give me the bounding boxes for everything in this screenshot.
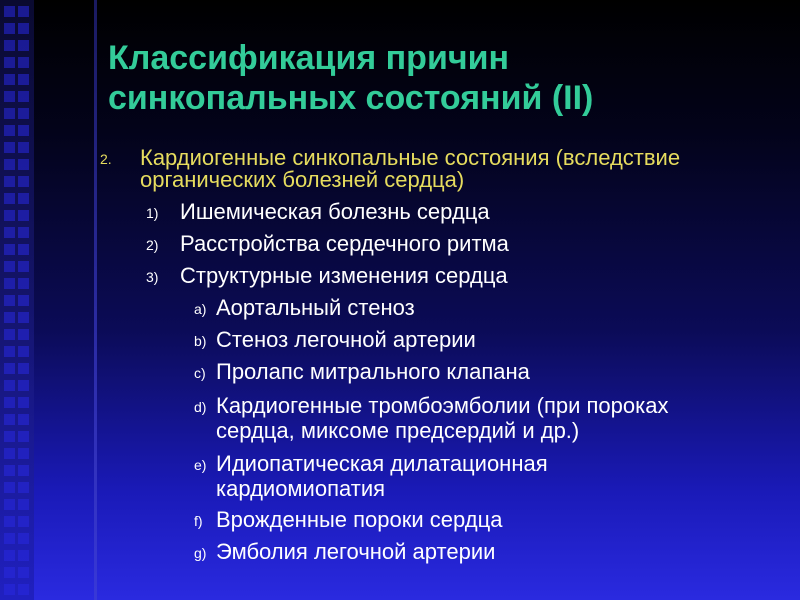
list-marker: g): [194, 545, 207, 561]
subsub-item-text-line-2: кардиомиопатия: [216, 476, 386, 501]
decorative-square: [4, 159, 15, 170]
decorative-square: [18, 278, 29, 289]
list-marker: 3): [146, 269, 159, 285]
subsub-item-text-line-1: Идиопатическая дилатационная: [216, 451, 548, 476]
decorative-square: [18, 74, 29, 85]
decorative-square: [18, 567, 29, 578]
decorative-square: [18, 142, 29, 153]
decorative-square: [4, 6, 15, 17]
subsub-item-text: Пролапс митрального клапана: [216, 359, 530, 384]
decorative-square: [18, 159, 29, 170]
decorative-square: [18, 465, 29, 476]
decorative-square: [4, 244, 15, 255]
decorative-square: [4, 57, 15, 68]
decorative-square: [4, 40, 15, 51]
decorative-square: [18, 380, 29, 391]
list-marker: c): [194, 365, 206, 381]
decorative-square: [4, 533, 15, 544]
decorative-square: [4, 346, 15, 357]
decorative-square: [18, 499, 29, 510]
decorative-square: [4, 108, 15, 119]
decorative-square: [18, 516, 29, 527]
subsub-item-text: Эмболия легочной артерии: [216, 539, 496, 564]
decorative-square: [18, 244, 29, 255]
decorative-square: [18, 550, 29, 561]
slide-title: [108, 38, 768, 118]
decorative-square: [4, 74, 15, 85]
list-marker: d): [194, 399, 207, 415]
title-line-2: синкопальных состояний (II): [108, 79, 594, 117]
decorative-square: [4, 227, 15, 238]
subsub-item-text-line-2: сердца, миксоме предсердий и др.): [216, 418, 580, 443]
decorative-square: [4, 584, 15, 595]
decorative-square: [18, 329, 29, 340]
decorative-square: [4, 91, 15, 102]
subsub-item-text: Врожденные пороки сердца: [216, 507, 503, 532]
decorative-square: [18, 176, 29, 187]
decorative-square: [4, 431, 15, 442]
decorative-square: [4, 465, 15, 476]
subsub-item-text: Аортальный стеноз: [216, 295, 415, 320]
decorative-square: [4, 142, 15, 153]
decorative-square: [18, 431, 29, 442]
decorative-square: [4, 380, 15, 391]
list-marker: 2): [146, 237, 159, 253]
vertical-divider: [94, 0, 97, 600]
decorative-square: [18, 584, 29, 595]
decorative-square: [18, 312, 29, 323]
decorative-square: [4, 176, 15, 187]
decorative-square: [18, 40, 29, 51]
decorative-square: [18, 295, 29, 306]
decorative-squares-strip: [0, 0, 34, 600]
sub-item-text: Расстройства сердечного ритма: [180, 231, 509, 256]
decorative-square: [18, 210, 29, 221]
decorative-square: [4, 210, 15, 221]
list-item-text-line-1: Кардиогенные синкопальные состояния (вследствие: [140, 145, 681, 170]
title-line-1: Классификация причин: [108, 39, 510, 77]
list-marker: b): [194, 333, 207, 349]
decorative-square: [4, 567, 15, 578]
decorative-square: [4, 125, 15, 136]
decorative-square: [4, 329, 15, 340]
decorative-square: [4, 23, 15, 34]
decorative-square: [18, 125, 29, 136]
decorative-square: [18, 448, 29, 459]
decorative-square: [4, 312, 15, 323]
decorative-square: [18, 193, 29, 204]
decorative-square: [18, 261, 29, 272]
subsub-item-text-line-1: Кардиогенные тромбоэмболии (при пороках: [216, 393, 669, 418]
list-marker: a): [194, 301, 207, 317]
decorative-square: [4, 193, 15, 204]
decorative-square: [18, 227, 29, 238]
decorative-square: [4, 278, 15, 289]
decorative-square: [18, 482, 29, 493]
decorative-square: [4, 499, 15, 510]
sub-item-text: Структурные изменения сердца: [180, 263, 508, 288]
decorative-square: [4, 550, 15, 561]
decorative-square: [18, 363, 29, 374]
list-item-text-line-2: органических болезней сердца): [140, 167, 465, 192]
decorative-square: [18, 346, 29, 357]
decorative-square: [4, 516, 15, 527]
decorative-square: [18, 6, 29, 17]
list-marker: 1): [146, 205, 159, 221]
list-marker: f): [194, 513, 203, 529]
decorative-square: [18, 57, 29, 68]
decorative-square: [4, 482, 15, 493]
decorative-square: [18, 414, 29, 425]
decorative-square: [4, 414, 15, 425]
decorative-square: [4, 363, 15, 374]
subsub-item-text: Стеноз легочной артерии: [216, 327, 476, 352]
decorative-square: [18, 397, 29, 408]
decorative-square: [18, 23, 29, 34]
decorative-square: [4, 295, 15, 306]
decorative-square: [18, 108, 29, 119]
decorative-square: [4, 448, 15, 459]
decorative-square: [18, 91, 29, 102]
decorative-square: [4, 261, 15, 272]
decorative-square: [4, 397, 15, 408]
sub-item-text: Ишемическая болезнь сердца: [180, 199, 490, 224]
decorative-square: [18, 533, 29, 544]
list-marker: e): [194, 457, 207, 473]
list-marker: 2.: [100, 151, 112, 167]
